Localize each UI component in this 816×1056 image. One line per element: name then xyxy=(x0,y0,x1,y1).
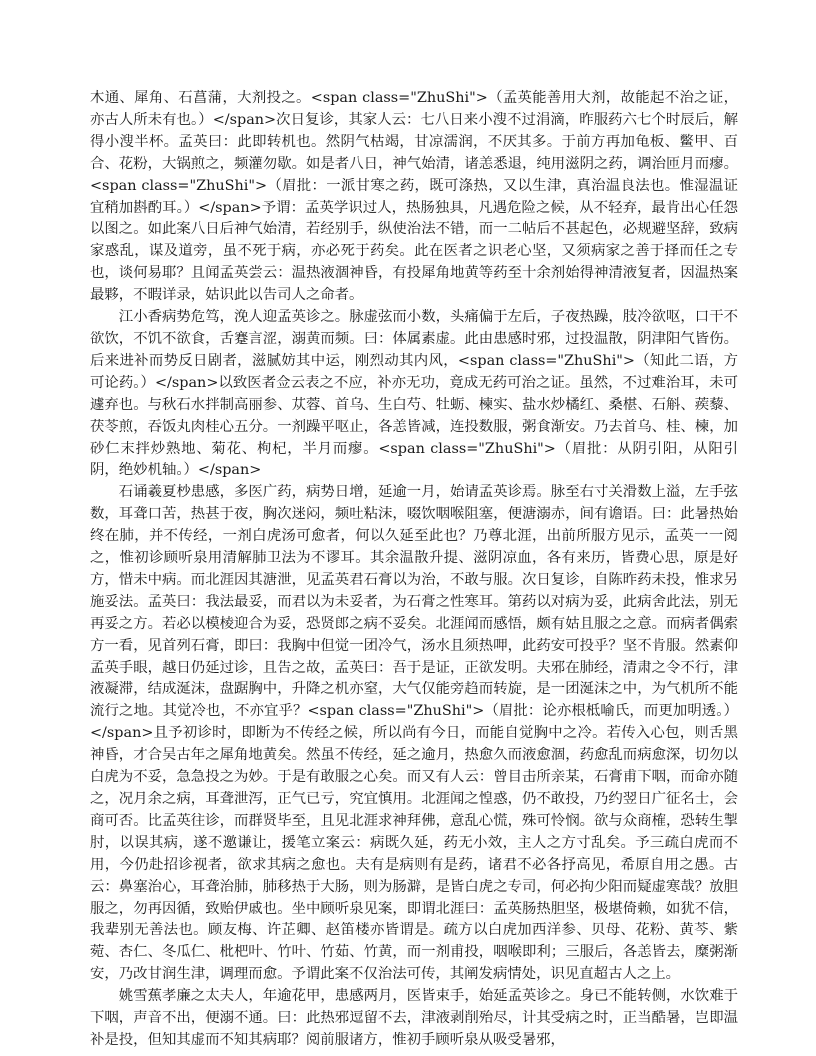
paragraph-4: 姚雪蕉孝廉之太夫人，年逾花甲，患感两月，医皆束手，始延孟英诊之。身已不能转侧，水饮难于下咽，声音不出，便溺不通。曰：此热邪逗留不去，津液剥削殆尽，计其受病之时，正当酷暑，岂即温补是投，但知其虚而不知其病耶？阅前服诸方，惟初手顾听泉从吸受暑邪， xyxy=(90,988,738,1048)
document-page xyxy=(90,88,738,1052)
paragraph-2: 江小香病势危笃，浼人迎孟英诊之。脉虚弦而小数，头痛偏于左后，子夜热躁，肢冷欲呕，口干不欲饮，不饥不欲食，舌蹇言涩，溺黄而频。曰：体属素虚。此由患感时邪，过投温散，阴津阳气皆伤。后来进补而势反日剧者，滋腻妨其中运，刚烈动其内风，<span class="ZhuShi">（知此二语，方可论药。）</span>以致医者佥云表之不应，补亦无功，竟成无药可治之证。虽然，不过难治耳，未可遽弃也。与秋石水拌制高丽参、苁蓉、首乌、生白芍、牡蛎、楝实、盐水炒橘红、桑椹、石斛、蒺藜、茯苓煎，吞饭丸肉桂心五分。一剂躁平呕止，各恙皆减，连投数服，粥食渐安。乃去首乌、桂、楝，加砂仁末拌炒熟地、菊花、枸杞，半月而瘳。<span class="ZhuShi">（眉批：从阴引阳，从阳引阴，绝妙机轴。）</span> xyxy=(90,309,738,479)
paragraph-1: 木通、犀角、石菖蒲，大剂投之。<span class="ZhuShi">（孟英能善用大剂，故能起不治之证，亦古人所未有也。）</span>次日复诊，其家人云：七八日来小溲不过涓滴，昨服药六七个时辰后，解得小溲半杯。孟英曰：此即转机也。然阴气枯竭，甘凉濡润，不厌其多。于前方再加龟板、鳖甲、百合、花粉，大锅煎之，频灌勿歇。如是者八日，神气始清，诸恙悉退，纯用滋阴之药，调治匝月而瘳。<span class="ZhuShi">（眉批：一派甘寒之药，既可涤热，又以生津，真治温良法也。惟湿温证宜稍加斟酌耳。）</span>予谓：孟英学识过人，热肠独具，凡遇危险之候，从不轻弃，最肯出心任怨以图之。如此案八日后神气始清，若经别手，纵使治法不错，而一二帖后不甚起色，必规避坚辞，致病家惑乱，谋及道旁，虽不死于病，亦必死于药矣。此在医者之识老心坚，又须病家之善于择而任之专也，谈何易耶？且闻孟英尝云：温热液涸神昏，有投犀角地黄等药至十余剂始得神清液复者，因温热案最夥，不暇详录，姑识此以告司人之命者。 xyxy=(90,90,738,304)
paragraph-3: 石诵羲夏杪患感，多医广药，病势日增，延逾一月，始请孟英诊焉。脉至右寸关滑数上溢，左手弦数，耳聋口苦，热甚于夜，胸次迷闷，频吐粘沫，啜饮咽喉阻塞，便溏溺赤，间有谵语。曰：此暑热始终在肺，并不传经，一剂白虎汤可愈者，何以久延至此也？乃尊北涯，出前所服方见示，孟英一一阅之，惟初诊顾听泉用清解肺卫法为不谬耳。其余温散升提、滋阴凉血，各有来历，皆费心思，原是好方，惜未中病。而北涯因其溏泄，见孟英君石膏以为治，不敢与服。次日复诊，自陈昨药未投，惟求另施妥法。孟英曰：我法最妥，而君以为未妥者，为石膏之性寒耳。第药以对病为妥，此病舍此法，别无再妥之方。若必以模棱迎合为妥，恐贤郎之病不妥矣。北涯闻而感悟，颇有姑且服之之意。而病者偶索方一看，见首列石膏，即曰：我胸中但觉一团冷气，汤水且须热呷，此药安可投乎？坚不肯服。然素仰孟英手眼，越日仍延过诊，且告之故，孟英曰：吾于是证，正欲发明。夫邪在肺经，清肃之令不行，津液凝滞，结成涎沫，盘踞胸中，升降之机亦窒，大气仅能旁趋而转旋，是一团涎沫之中，为气机所不能流行之地。其觉冷也，不亦宜乎？<span class="ZhuShi">（眉批：论亦根柢喻氏，而更加明透。）</span>且予初诊时，即断为不传经之候，所以尚有今日，而能自觉胸中之冷。若传入心包，则舌黑神昏，才合吴古年之犀角地黄矣。然虽不传经，延之逾月，热愈久而液愈涸，药愈乱而病愈深，切勿以白虎为不妥，急急投之为妙。于是有敢服之心矣。而又有人云：曾目击所亲某，石膏甫下咽，而命亦随之，况月余之病，耳聋泄泻，正气已亏，究宜慎用。北涯闻之惶惑，仍不敢投，乃约翌日广征名士，会商可否。比孟英往诊，而群贤毕至，且见北涯求神拜佛，意乱心慌，殊可怜悯。欲与众商榷，恐转生掣肘，以误其病，遂不邀谦让，援笔立案云：病既久延，药无小效，主人之方寸乱矣。予三疏白虎而不用，今仍赴招诊视者，欲求其病之愈也。夫有是病则有是药，诸君不必各抒高见，希原自用之愚。古云：鼻塞治心，耳聋治肺，肺移热于大肠，则为肠澼，是皆白虎之专司，何必拘少阳而疑虚寒哉？放胆服之，勿再因循，致贻伊戚也。坐中顾听泉见案，即谓北涯曰：孟英肠热胆坚，极堪倚赖，如犹不信，我辈别无善法也。顾友梅、许芷卿、赵笛楼亦皆谓是。疏方以白虎加西洋参、贝母、花粉、黄芩、紫菀、杏仁、冬瓜仁、枇杷叶、竹叶、竹茹、竹黄，而一剂甫投，咽喉即利；三服后，各恙皆去，糜粥渐安，乃改甘润生津，调理而愈。予谓此案不仅治法可传，其阐发病情处，识见直超古人之上。 xyxy=(90,484,738,983)
